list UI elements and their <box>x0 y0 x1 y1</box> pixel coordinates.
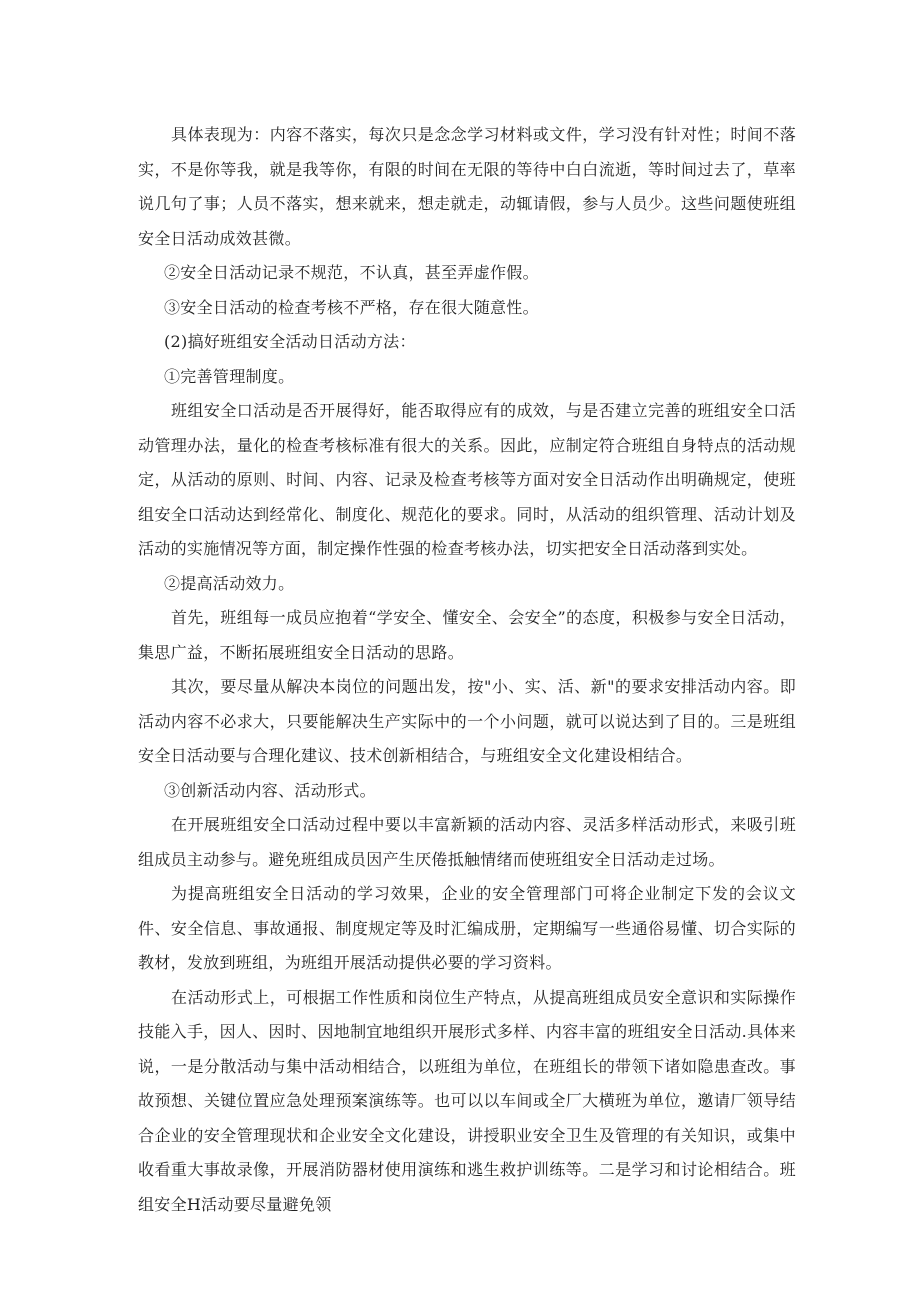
paragraph-4: (2)搞好班组安全活动日活动方法： <box>164 332 416 351</box>
paragraph-3: ③安全日活动的检查考核不严格，存在很大随意性。 <box>164 297 539 317</box>
paragraph-10: ③创新活动内容、活动形式。 <box>164 780 376 800</box>
paragraph-1: 具体表现为：内容不落实，每次只是念念学习材料或文件，学习没有针对性；时间不落实，不是你等我，就是我等你，有限的时间在无限的等待中白白流逝，等时间过去了，草率说几句了事；人员不落实，想来就来，想走就走，动辄请假，参与人员少。这些问题使班组安全日活动成效甚微。 <box>138 125 796 248</box>
paragraph-7: ②提高活动效力。 <box>164 573 295 593</box>
paragraph-12: 为提高班组安全日活动的学习效果，企业的安全管理部门可将企业制定下发的会议文件、安全信息、事故通报、制度规定等及时汇编成册，定期编写一些通俗易懂、切合实际的教材，发放到班组，为班组开展活动提供必要的学习资料。 <box>138 884 796 972</box>
document-body <box>138 118 796 1222</box>
paragraph-9: 其次，要尽量从解决本岗位的问题出发，按"小、实、活、新"的要求安排活动内容。即活动内容不必求大，只要能解决生产实际中的一个小问题，就可以说达到了目的。三是班组安全日活动要与合理化建议、技术创新相结合，与班组安全文化建设相结合。 <box>138 677 796 765</box>
paragraph-13: 在活动形式上，可根据工作性质和岗位生产特点，从提高班组成员安全意识和实际操作技能入手，因人、因时、因地制宜地组织开展形式多样、内容丰富的班组安全日活动.具体来说，一是分散活动与集中活动相结合，以班组为单位，在班组长的带领下诸如隐患查改。事故预想、关键位置应急处理预案演练等。也可以以车间或全厂大横班为单位，邀请厂领导结合企业的安全管理现状和企业安全文化建设，讲授职业安全卫生及管理的有关知识，或集中收看重大事故录像，开展消防器材使用演练和逃生救护训练等。二是学习和讨论相结合。班组安全H活动要尽量避免领 <box>138 987 796 1214</box>
paragraph-6: 班组安全口活动是否开展得好，能否取得应有的成效，与是否建立完善的班组安全口活动管理办法，量化的检查考核标准有很大的关系。因此，应制定符合班组自身特点的活动规定，从活动的原则、时间、内容、记录及检查考核等方面对安全日活动作出明确规定，使班组安全口活动达到经常化、制度化、规范化的要求。同时，从活动的组织管理、活动计划及活动的实施情况等方面，制定操作性强的检查考核办法，切实把安全日活动落到实处。 <box>138 401 796 558</box>
paragraph-11: 在开展班组安全口活动过程中要以丰富新颖的活动内容、灵活多样活动形式，来吸引班组成员主动参与。避免班组成员因产生厌倦抵触情绪而使班组安全日活动走过场。 <box>138 815 796 869</box>
paragraph-2: ②安全日活动记录不规范，不认真，甚至弄虚作假。 <box>164 263 539 282</box>
paragraph-5: ①完善管理制度。 <box>164 366 295 386</box>
paragraph-8: 首先，班组每一成员应抱着“学安全、懂安全、会安全”的态度，积极参与安全日活动，集思广益，不断拓展班组安全日活动的思路。 <box>138 608 796 662</box>
